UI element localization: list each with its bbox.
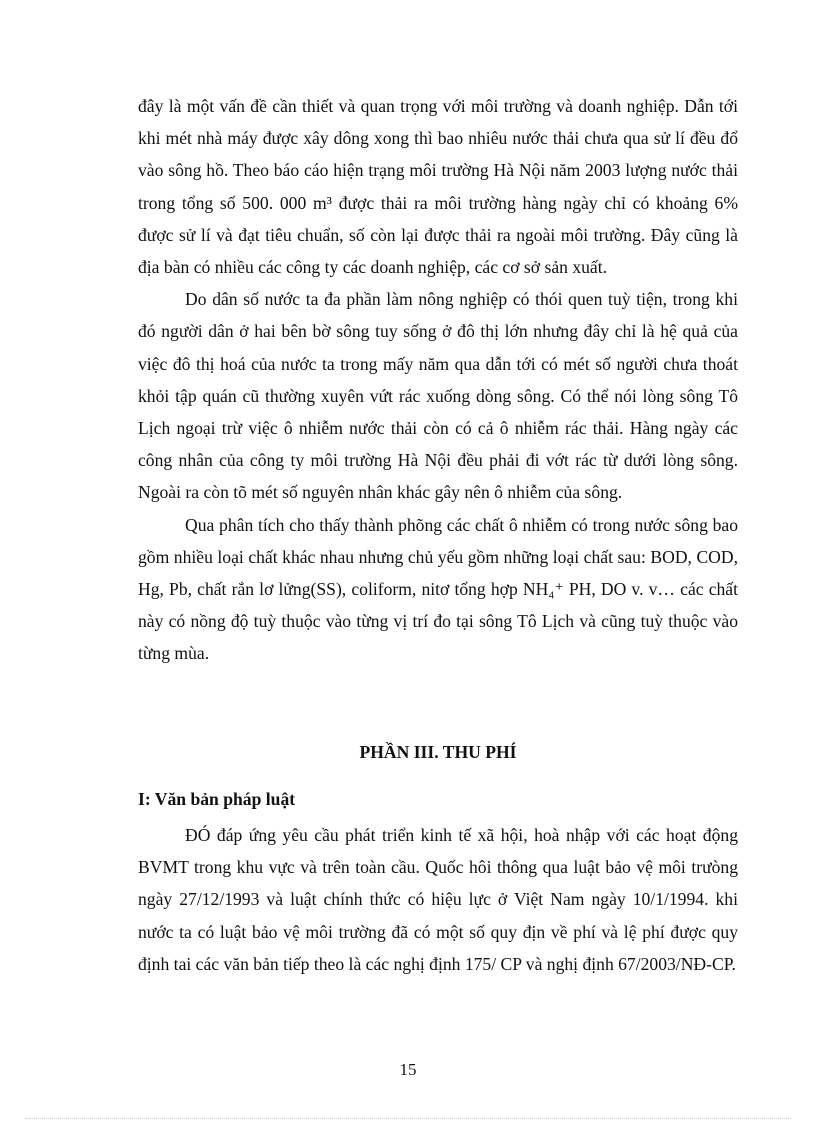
- subheading: I: Văn bản pháp luật: [138, 789, 296, 809]
- paragraph-1: đây là một vấn đề cần thiết và quan trọng với môi trường và doanh nghiệp. Dẫn tới khi mét nhà máy được xây dông xong thì bao nhiêu nước thải chưa qua sử lí đều đổ vào sông hồ. Theo báo cáo hiện trạng môi trường Hà Nội năm 2003 lượng nước thải trong tổng số 500. 000 m³ được thải ra môi trường hàng ngày chỉ có khoảng 6% được sử lí và đạt tiêu chuẩn, số còn lại được thải ra ngoài môi trường. Đây cũng là địa bàn có nhiều các công ty các doanh nghiệp, các cơ sở sản xuất.: [138, 96, 738, 278]
- body-text: [138, 90, 738, 670]
- page-bottom-rule: [25, 1118, 791, 1119]
- page-number: 15: [399, 1060, 417, 1079]
- paragraph-3: Qua phân tích cho thấy thành phõng các chất ô nhiễm có trong nước sông bao gồm nhiều loại chất khác nhau nhưng chủ yếu gồm những loại chất sau: BOD, COD, Hg, Pb, chất rắn lơ lửng(SS), coliform, nitơ tổng hợp NH₄⁺ PH, DO v. v… các chất này có nồng độ tuỳ thuộc vào từng vị trí đo tại sông Tô Lịch và cũng tuỳ thuộc vào từng mùa.: [138, 514, 738, 664]
- body-text-2: [138, 819, 738, 980]
- paragraph-2: Do dân số nước ta đa phần làm nông nghiệp có thói quen tuỳ tiện, trong khi đó người dân ở hai bên bờ sông tuy sống ở đô thị lớn nhưng đây chỉ là hệ quả của việc đô thị hoá của nước ta trong mấy năm qua dẫn tới có mét số người chưa thoát khỏi tập quán cũ thường xuyên vứt rác xuống dòng sông. Có thể nói lòng sông Tô Lịch ngoại trừ việc ô nhiễm nước thải còn có cả ô nhiễm rác thải. Hàng ngày các công nhân của công ty môi trường Hà Nội đều phải đi vớt rác từ dưới lòng sông. Ngoài ra còn tõ mét số nguyên nhân khác gây nên ô nhiễm của sông.: [138, 289, 738, 503]
- paragraph-4: ĐÓ đáp ứng yêu cầu phát triển kinh tế xã hội, hoà nhập với các hoạt động BVMT trong khu vực và trên toàn cầu. Quốc hôi thông qua luật bảo vệ môi trưòng ngày 27/12/1993 và luật chính thức có hiệu lực ở Việt Nam ngày 10/1/1994. khi nước ta có luật bảo vệ môi trường đã có một số quy địn về phí và lệ phí được quy định tai các văn bản tiếp theo là các nghị định 175/ CP và nghị định 67/2003/NĐ-CP.: [138, 825, 738, 974]
- section-heading: PHẦN III. THU PHÍ: [359, 742, 517, 762]
